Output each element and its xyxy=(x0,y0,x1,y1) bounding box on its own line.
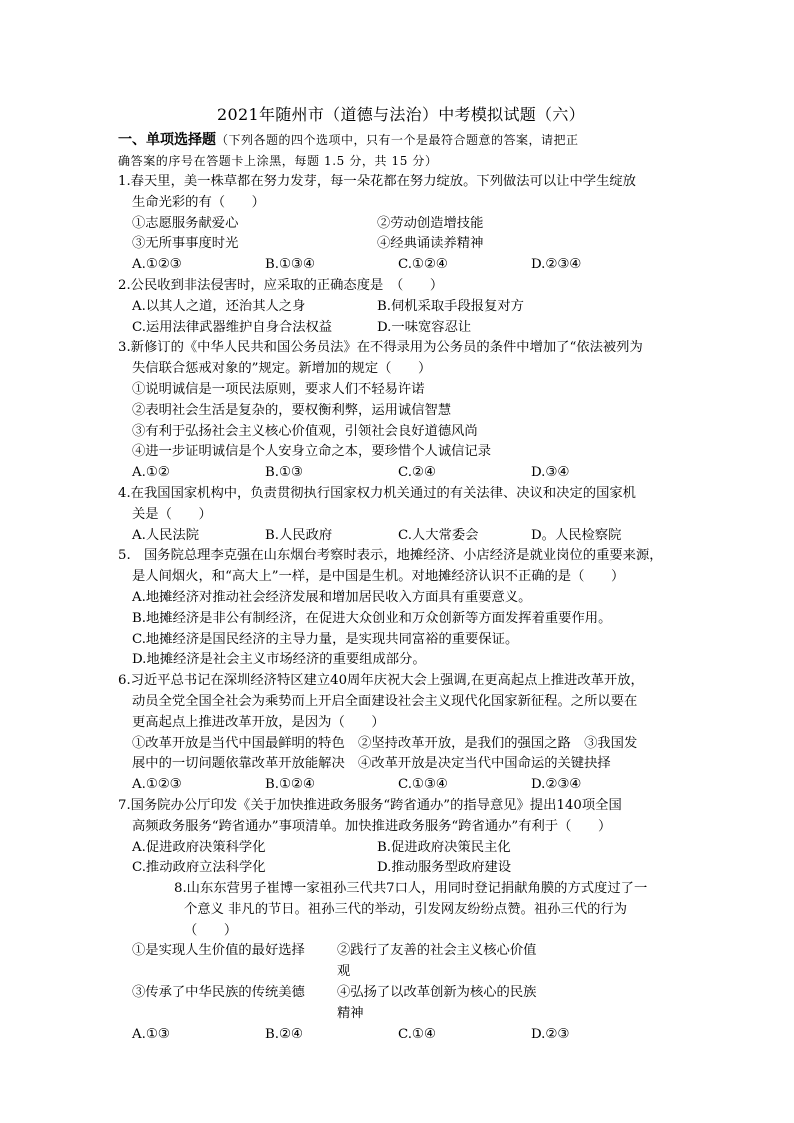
question-5 xyxy=(118,546,684,671)
question-8-statement-4: ④弘扬了以改革创新为核心的民族精神 xyxy=(337,985,537,1021)
question-4-stem-line-2: 关是（ ） xyxy=(132,506,212,522)
question-1-statement-3: ③无所事事度时光 xyxy=(132,236,239,252)
question-4-option-c[interactable]: C.人大常委会 xyxy=(398,527,479,543)
question-2 xyxy=(118,276,684,338)
question-6-options xyxy=(118,775,684,796)
question-5-option-b[interactable]: B.地摊经济是非公有制经济，在促进大众创业和万众创新等方面发挥着重要作用。 xyxy=(132,610,612,626)
question-3-stem-line-1: 3.新修订的《中华人民共和国公务员法》在不得录用为公务员的条件中增加了“依法被列为 xyxy=(118,340,643,356)
exam-page xyxy=(118,104,684,1045)
question-1-option-d[interactable]: D.②③④ xyxy=(531,257,582,273)
question-4 xyxy=(118,484,684,546)
question-7-stem-line-2: 高频政务服务“跨省通办”事项清单。加快推进政务服务“跨省通办”有利于（ ） xyxy=(132,818,612,834)
question-6-option-d[interactable]: D.②③④ xyxy=(531,777,582,793)
question-1-option-c[interactable]: C.①②④ xyxy=(398,257,448,273)
question-6-stem-line-1: 6.习近平总书记在深圳经济特区建立40周年庆祝大会上强调,在更高起点上推进改革开放， xyxy=(118,673,644,689)
exam-title: 2021年随州市（道德与法治）中考模拟试题（六） xyxy=(217,105,585,124)
question-8-option-b[interactable]: B.②④ xyxy=(265,1026,303,1042)
question-8-statement-3: ③传承了中华民族的传统美德 xyxy=(132,985,305,1001)
question-1-statement-4: ④经典诵读养精神 xyxy=(377,236,484,252)
question-8-option-d[interactable]: D.②③ xyxy=(531,1026,570,1042)
question-3-option-c[interactable]: C.②④ xyxy=(398,465,436,481)
question-8-stem-line-1: 8.山东东营男子崔博一家祖孙三代共7口人，用同时登记捐献角膜的方式度过了一 xyxy=(174,881,648,897)
question-3-statement-3: ③有利于弘扬社会主义核心价值观，引领社会良好道德风尚 xyxy=(132,423,478,439)
question-4-stem-line-1: 4.在我国国家机构中，负责贯彻执行国家权力机关通过的有关法律、决议和决定的国家机 xyxy=(118,485,636,501)
question-6-statements-line-1: ①改革开放是当代中国最鲜明的特色 ②坚持改革开放，是我们的强国之路 ③我国发 xyxy=(132,735,638,751)
question-5-option-a[interactable]: A.地摊经济对推动社会经济发展和增加居民收入方面具有重要意义。 xyxy=(132,589,532,605)
question-3-stem-line-2: 失信联合惩戒对象的”规定。新增加的规定（ ） xyxy=(132,361,432,377)
question-3-statement-2: ②表明社会生活是复杂的，要权衡利弊，运用诚信智慧 xyxy=(132,402,452,418)
question-3-option-d[interactable]: D.③④ xyxy=(531,465,570,481)
question-2-option-a[interactable]: A.以其人之道，还治其人之身 xyxy=(132,298,306,314)
question-2-option-b[interactable]: B.伺机采取手段报复对方 xyxy=(377,298,524,314)
question-6-statements-line-2: 展中的一切问题依靠改革开放能解决 ④改革开放是决定当代中国命运的关键抉择 xyxy=(132,756,611,772)
question-8-stem-line-2: 个意义 非凡的节日。祖孙三代的举动，引发网友纷纷点赞。祖孙三代的行为 xyxy=(184,901,628,917)
question-5-stem-line-1: 5. 国务院总理李克强在山东烟台考察时表示，地摊经济、小店经济是就业岗位的重要来源， xyxy=(118,548,663,564)
question-8-statements-row-2 xyxy=(118,983,684,1025)
question-7-stem-line-1: 7.国务院办公厅印发《关于加快推进政务服务“跨省通办”的指导意见》提出140项全国 xyxy=(118,797,622,813)
question-7-option-c[interactable]: C.推动政府立法科学化 xyxy=(132,860,266,876)
question-1-option-a[interactable]: A.①②③ xyxy=(132,257,182,273)
question-5-option-c[interactable]: C.地摊经济是国民经济的主导力量，是实现共同富裕的重要保证。 xyxy=(132,631,519,647)
question-8 xyxy=(118,879,684,1045)
question-3 xyxy=(118,338,684,484)
question-4-options xyxy=(118,526,684,547)
question-1-statements-row-2 xyxy=(118,234,684,255)
question-3-option-a[interactable]: A.①② xyxy=(132,465,170,481)
question-4-option-d[interactable]: D。人民检察院 xyxy=(531,527,622,543)
question-6 xyxy=(118,671,684,796)
question-6-stem-line-3: 更高起点上推进改革开放，是因为（ ） xyxy=(132,714,385,730)
question-1-statement-2: ②劳动创造增技能 xyxy=(377,215,484,231)
question-3-options xyxy=(118,463,684,484)
question-6-option-b[interactable]: B.①②④ xyxy=(265,777,315,793)
question-3-option-b[interactable]: B.①③ xyxy=(265,465,303,481)
question-2-stem: 2.公民收到非法侵害时，应采取的正确态度是 （ ） xyxy=(118,277,444,293)
question-8-options xyxy=(118,1025,684,1046)
question-5-option-d[interactable]: D.地摊经济是社会主义市场经济的重要组成部分。 xyxy=(132,652,426,668)
question-1 xyxy=(118,172,684,276)
section-note-1: （下列各题的四个选项中，只有一个是最符合题意的答案，请把正 xyxy=(216,133,579,147)
question-5-stem-line-2: 是人间烟火，和“高大上”一样，是中国是生机。对地摊经济认识不正确的是（ ） xyxy=(132,569,625,585)
question-2-option-c[interactable]: C.运用法律武器维护自身合法权益 xyxy=(132,319,333,335)
question-2-options-row-2 xyxy=(118,318,684,339)
question-3-statement-1: ①说明诚信是一项民法原则，要求人们不轻易许诺 xyxy=(132,381,425,397)
question-7-option-b[interactable]: B.促进政府决策民主化 xyxy=(377,839,511,855)
question-7 xyxy=(118,796,684,879)
question-1-statement-1: ①志愿服务献爱心 xyxy=(132,215,239,231)
question-2-options-row-1 xyxy=(118,297,684,318)
question-6-stem-line-2: 动员全党全国全社会为乘势而上开启全面建设社会主义现代化国家新征程。之所以要在 xyxy=(132,693,638,709)
question-8-option-c[interactable]: C.①④ xyxy=(398,1026,436,1042)
question-7-option-a[interactable]: A.促进政府决策科学化 xyxy=(132,839,266,855)
question-2-option-d[interactable]: D.一味宽容忍让 xyxy=(377,319,472,335)
question-8-option-a[interactable]: A.①③ xyxy=(132,1026,170,1042)
question-7-option-d[interactable]: D.推动服务型政府建设 xyxy=(377,860,512,876)
question-1-option-b[interactable]: B.①③④ xyxy=(265,257,315,273)
question-8-statement-2: ②践行了友善的社会主义核心价值观 xyxy=(337,943,537,980)
question-1-stem-line-1: 1.春天里，美一株草都在努力发芽，每一朵花都在努力绽放。下列做法可以让中学生绽放 xyxy=(118,174,636,189)
question-8-stem-line-3: （ ） xyxy=(184,922,238,938)
question-1-stem-line-2: 生命光彩的有（ ） xyxy=(132,194,265,210)
question-1-options xyxy=(118,255,684,276)
question-7-options-row-2 xyxy=(118,858,684,879)
section-heading xyxy=(118,130,684,151)
section-note-2: 确答案的序号在答题卡上涂黑，每题 1.5 分，共 15 分） xyxy=(118,154,438,168)
question-4-option-b[interactable]: B.人民政府 xyxy=(265,527,333,543)
question-3-statement-4: ④进一步证明诚信是个人安身立命之本，要珍惜个人诚信记录 xyxy=(132,444,492,460)
question-6-option-c[interactable]: C.①③④ xyxy=(398,777,448,793)
question-4-option-a[interactable]: A.人民法院 xyxy=(132,527,200,543)
question-8-statements-row-1 xyxy=(118,941,684,983)
question-8-statement-1: ①是实现人生价值的最好选择 xyxy=(132,943,305,959)
section-heading-text: 一、单项选择题 xyxy=(118,132,216,148)
question-1-statements-row-1 xyxy=(118,214,684,235)
question-7-options-row-1 xyxy=(118,838,684,859)
question-6-option-a[interactable]: A.①②③ xyxy=(132,777,182,793)
